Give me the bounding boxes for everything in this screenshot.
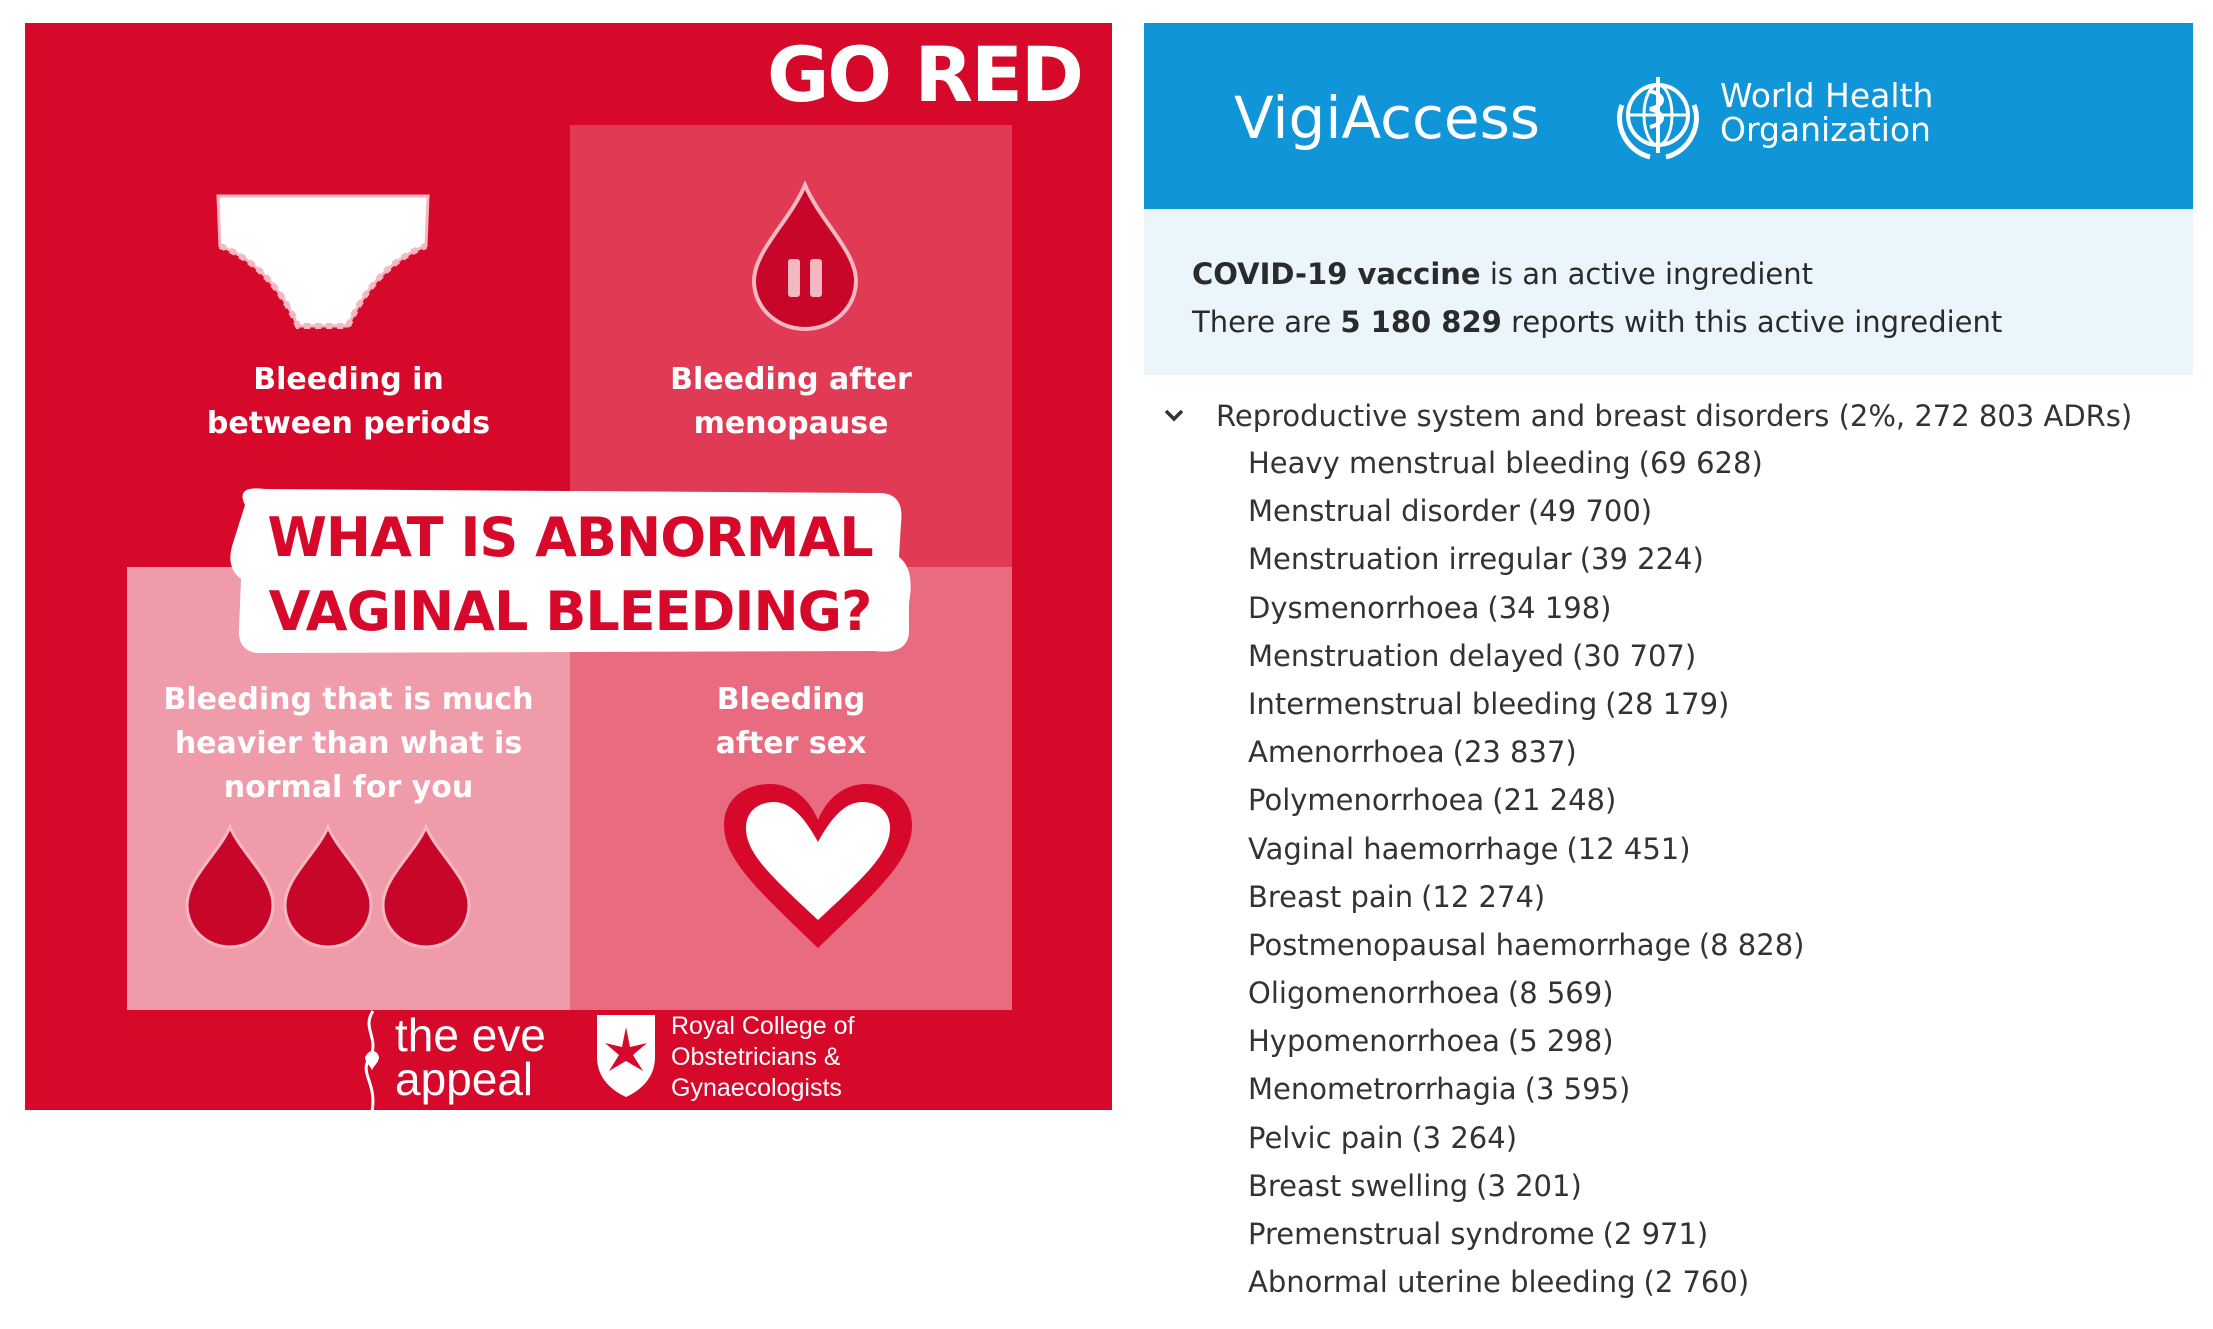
partner-logos: the eve appeal Royal College of Obstetricians & Gynaecologists [355,1003,1055,1110]
who-name: World Health Organization [1720,76,1934,149]
adr-item-count: (3 264) [1411,1120,1518,1155]
go-red-poster [25,23,1112,1110]
adr-item-name[interactable]: Breast swelling [1248,1168,1469,1203]
adr-item-count: (39 224) [1579,542,1704,577]
adr-item-name[interactable]: Abnormal uterine bleeding [1248,1265,1636,1300]
underwear-icon [208,186,438,336]
adr-item-count: (30 707) [1572,638,1697,673]
vigiaccess-panel [1144,23,2193,1329]
adr-item-count: (49 700) [1527,494,1653,529]
adr-item[interactable] [1248,684,1804,732]
adr-item[interactable] [1248,829,1804,877]
adr-item-name[interactable]: Breast pain [1248,879,1414,914]
adr-item[interactable] [1248,1021,1804,1069]
adr-item-count: (23 837) [1452,735,1577,770]
adr-item-name[interactable]: Oligomenorrhoea [1248,976,1500,1011]
who-emblem-icon [1608,65,1708,165]
adr-item-name[interactable]: Amenorrhoea [1248,735,1445,770]
vigiaccess-header [1144,23,2193,209]
poster-headline: WHAT IS ABNORMAL VAGINAL BLEEDING? [225,483,915,658]
adr-item[interactable] [1248,1214,1804,1262]
adr-item[interactable] [1248,780,1804,828]
reports-line: There are 5 180 829 reports with this active ingredient [1192,305,2003,339]
adr-item-name[interactable]: Menometrorrhagia [1248,1072,1517,1107]
adr-item[interactable] [1248,973,1804,1021]
adr-item-name[interactable]: Pelvic pain [1248,1120,1404,1155]
adr-item-count: (2 971) [1602,1217,1709,1251]
adr-item[interactable] [1248,1118,1804,1166]
blood-drops-icon [183,823,483,953]
caption-between-periods: Bleeding in between periods [206,362,491,441]
adr-item[interactable] [1248,1262,1804,1310]
caption-after-sex: Bleeding after sex [715,682,867,761]
adr-list [1248,443,1804,1310]
ingredient-line: COVID-19 vaccine is an active ingredient [1192,257,1813,291]
adr-item-name[interactable]: Dysmenorrhoea [1248,590,1480,625]
adr-item-count: (8 828) [1698,927,1805,962]
adr-item-count: (5 298) [1507,1024,1614,1059]
adr-item[interactable] [1248,925,1804,973]
ingredient-info [1144,209,2193,375]
adr-item-count: (8 569) [1507,976,1614,1011]
category-reproductive-system[interactable] [1144,395,2193,443]
adr-item-count: (3 201) [1476,1168,1582,1203]
adr-item[interactable] [1248,539,1804,587]
reports-count: 5 180 829 [1340,305,1502,339]
eve-figure-icon [355,1009,389,1110]
adr-item-count: (28 179) [1605,686,1730,721]
adr-item-name[interactable]: Menstruation irregular [1248,542,1572,577]
adr-item[interactable] [1248,588,1804,636]
adr-item[interactable] [1248,732,1804,780]
caption-heavier-bleeding: Bleeding that is much heavier than what is normal for you [163,682,534,805]
adr-item[interactable] [1248,1069,1804,1117]
adr-item-count: (34 198) [1487,590,1612,625]
ingredient-name: COVID-19 vaccine [1192,257,1481,291]
adr-item-name[interactable]: Menstruation delayed [1248,638,1565,673]
adr-item-name[interactable]: Premenstrual syndrome [1248,1217,1595,1251]
adr-item[interactable] [1248,443,1804,491]
adr-item-count: (12 274) [1421,879,1546,914]
go-red-brand: GO RED [767,30,1082,119]
chevron-down-icon[interactable] [1162,403,1186,427]
adr-item-count: (3 595) [1524,1072,1631,1107]
adr-item-count: (12 451) [1566,831,1691,866]
adr-item[interactable] [1248,877,1804,925]
adr-item-name[interactable]: Intermenstrual bleeding [1248,686,1598,721]
rcog-shield-icon [595,1013,657,1099]
adr-item-name[interactable]: Postmenopausal haemorrhage [1248,927,1691,962]
adr-item-count: (2 760) [1643,1265,1750,1300]
adr-item-count: (69 628) [1638,446,1763,480]
adr-item-count: (21 248) [1492,783,1617,818]
adr-item-name[interactable]: Heavy menstrual bleeding [1248,446,1631,480]
adr-item-name[interactable]: Menstrual disorder [1248,494,1520,529]
adr-item-name[interactable]: Vaginal haemorrhage [1248,831,1559,866]
blood-drop-pause-icon [750,181,860,331]
adr-item-name[interactable]: Polymenorrhoea [1248,783,1485,818]
vigiaccess-title[interactable]: VigiAccess [1234,84,1541,152]
adr-item[interactable] [1248,491,1804,539]
category-label[interactable]: Reproductive system and breast disorders (2%, 272 803 ADRs) [1216,399,2133,433]
adr-item-name[interactable]: Hypomenorrhoea [1248,1024,1500,1059]
adr-item[interactable] [1248,1166,1804,1214]
adr-item[interactable] [1248,636,1804,684]
caption-after-menopause: Bleeding after menopause [670,362,912,441]
heart-icon [718,780,918,955]
